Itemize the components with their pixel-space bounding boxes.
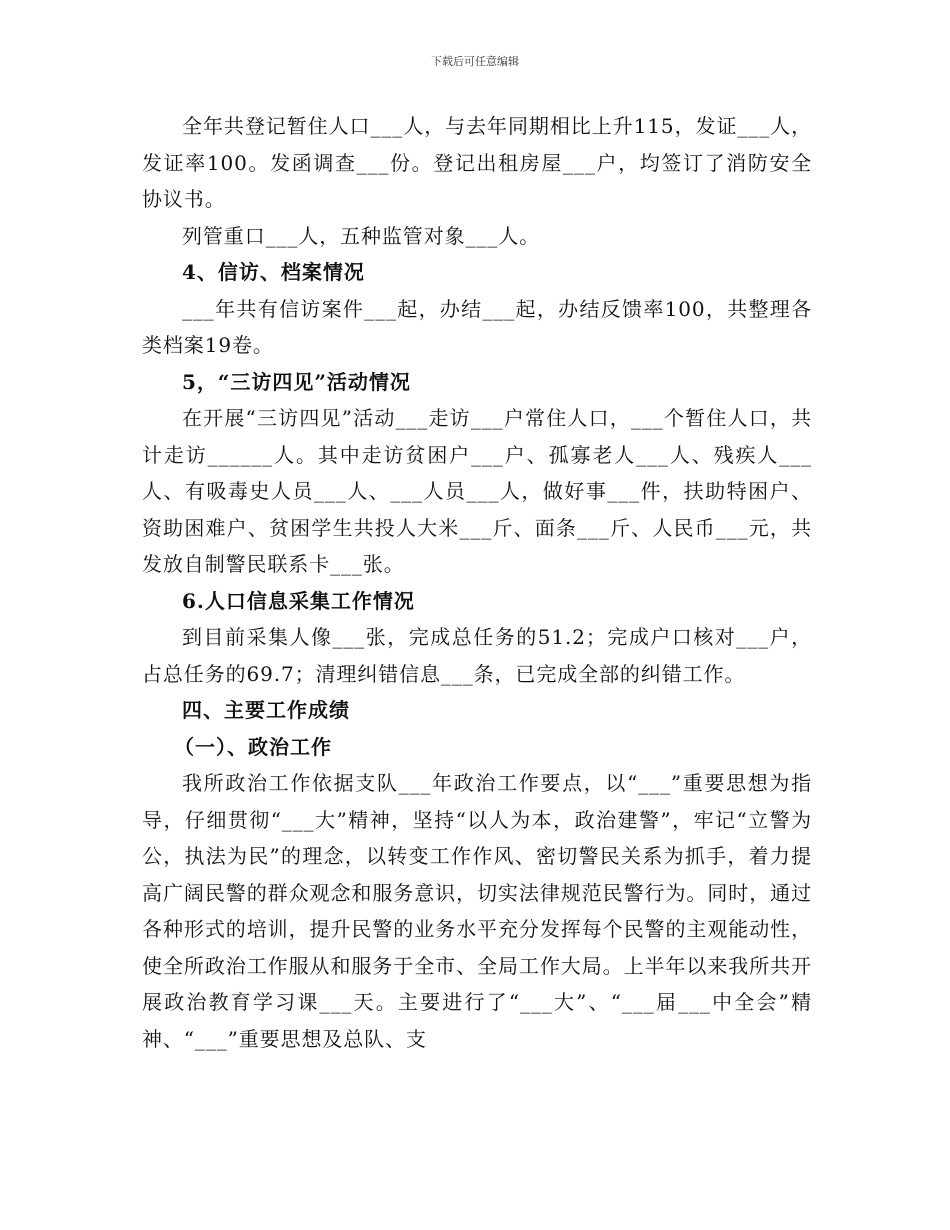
- paragraph-three-visits: 在开展“三访四见”活动___走访___户常住人口，___个暂住人口，共计走访______人。其中走访贫困户___户、孤寡老人___人、残疾人___人、有吸毒史人员___人、___人员___人，做好事___件，扶助特困户、资助困难户、贫困学生共投人大米___斤、面条___斤、人民币___元，共发放自制警民联系卡___张。: [142, 406, 812, 576]
- paragraph-political-work: 我所政治工作依据支队___年政治工作要点，以“___”重要思想为指导，仔细贯彻“___大”精神，坚持“以人为本，政治建警”，牢记“立警为公，执法为民”的理念，以转变工作作风、密切警民关系为抓手，着力提高广阔民警的群众观念和服务意识，切实法律规范民警行为。同时，通过各种形式的培训，提升民警的业务水平充分发挥每个民警的主观能动性，使全所政治工作服从和服务于全市、全局工作大局。上半年以来我所共开展政治教育学习课___天。主要进行了“___大”、“___届___中全会”精神、“___”重要思想及总队、支: [142, 771, 812, 1051]
- heading-population-info: 6.人口信息采集工作情况: [182, 588, 415, 613]
- heading-political-work: （一）、政治工作: [174, 734, 332, 759]
- paragraph-temporary-population: 全年共登记暂住人口___人，与去年同期相比上升115，发证___人，发证率100。发函调查___份。登记出租房屋___户，均签订了消防安全协议书。: [142, 114, 812, 211]
- document-body: [142, 108, 812, 1057]
- heading-main-achievements: 四、主要工作成绩: [182, 698, 350, 722]
- page-header: 下载后可任意编辑: [431, 55, 519, 68]
- heading-petition-archives: 4、信访、档案情况: [182, 260, 365, 284]
- paragraph-population-info: 到目前采集人像___张，完成总任务的51.2；完成户口核对___户，占总任务的69.7；清理纠错信息___条，已完成全部的纠错工作。: [142, 625, 812, 686]
- paragraph-petition-archives: ___年共有信访案件___起，办结___起，办结反馈率100，共整理各类档案19卷。: [142, 296, 812, 357]
- heading-three-visits: 5，“三访四见”活动情况: [182, 369, 411, 394]
- paragraph-key-population: 列管重口___人，五种监管对象___人。: [182, 223, 540, 248]
